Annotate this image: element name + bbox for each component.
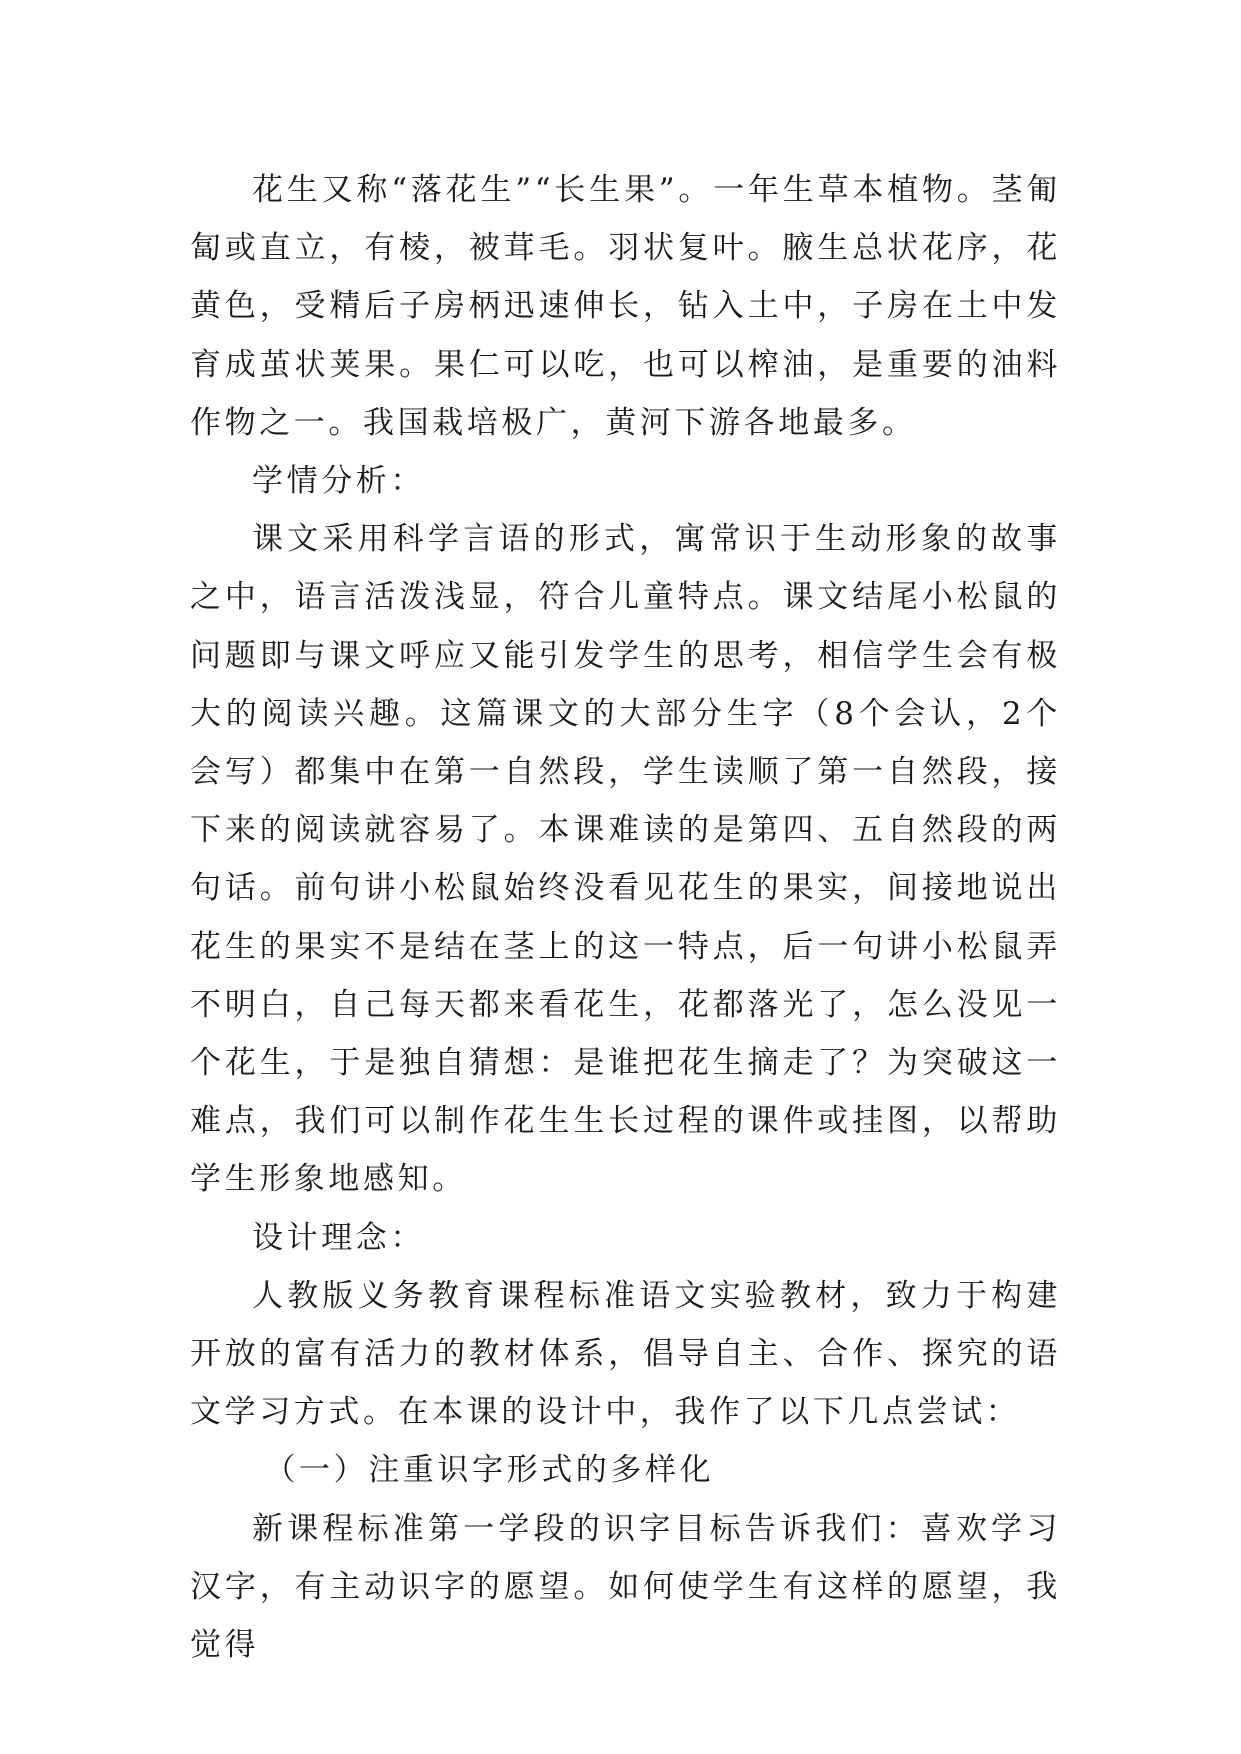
heading-section-one: （一）注重识字形式的多样化 <box>264 1452 715 1489</box>
document-page <box>190 161 1061 1674</box>
heading-design-concept: 设计理念： <box>252 1219 425 1256</box>
paragraph-design-concept: 人教版义务教育课程标准语文实验教材，致力于构建开放的富有活力的教材体系，倡导自主、合作、探究的语文学习方式。在本课的设计中，我作了以下几点尝试： <box>190 1277 1061 1431</box>
paragraph-student-analysis: 课文采用科学言语的形式，寓常识于生动形象的故事之中，语言活泼浅显，符合儿童特点。课文结尾小松鼠的问题即与课文呼应又能引发学生的思考，相信学生会有极大的阅读兴趣。这篇课文的大部分生字（8个会认，2个会写）都集中在第一自然段，学生读顺了第一自然段，接下来的阅读就容易了。本课难读的是第四、五自然段的两句话。前句讲小松鼠始终没看见花生的果实，间接地说出花生的果实不是结在茎上的这一特点，后一句讲小松鼠弄不明白，自己每天都来看花生，花都落光了，怎么没见一个花生，于是独自猜想：是谁把花生摘走了？为突破这一难点，我们可以制作花生生长过程的课件或挂图，以帮助学生形象地感知。 <box>190 521 1061 1198</box>
paragraph-peanut-intro: 花生又称“落花生”“长生果”。一年生草本植物。茎匍匐或直立，有棱，被茸毛。羽状复叶。腋生总状花序，花黄色，受精后子房柄迅速伸长，钻入土中，子房在土中发育成茧状荚果。果仁可以吃，也可以榨油，是重要的油料作物之一。我国栽培极广，黄河下游各地最多。 <box>190 172 1061 441</box>
paragraph-literacy-goal: 新课程标准第一学段的识字目标告诉我们：喜欢学习汉字，有主动识字的愿望。如何使学生有这样的愿望，我觉得 <box>190 1510 1061 1664</box>
heading-student-analysis: 学情分析： <box>252 463 425 500</box>
